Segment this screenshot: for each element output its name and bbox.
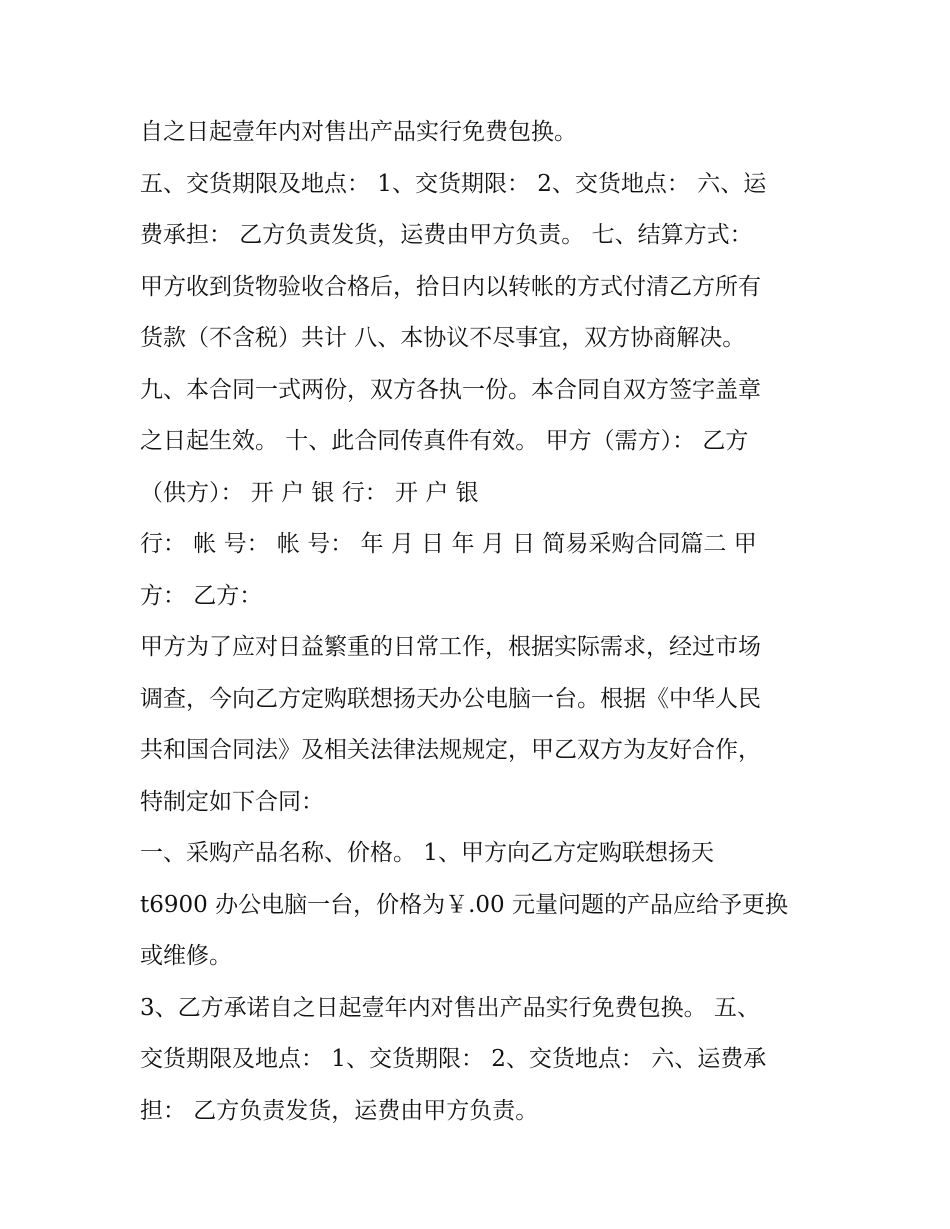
text-line: 交货期限及地点： 1、交货期限： 2、交货地点： 六、运费承	[140, 1046, 767, 1072]
text-line: 方： 乙方：	[140, 582, 263, 609]
text-line: 一、采购产品名称、价格。 1、甲方向乙方定购联想扬天	[140, 840, 714, 866]
text-line: 3、乙方承诺自之日起壹年内对售出产品实行免费包换。 五、	[140, 994, 760, 1021]
text-line: 特制定如下合同：	[140, 788, 324, 815]
text-line: 之日起生效。 十、此合同传真件有效。 甲方（需方）： 乙方	[140, 428, 749, 454]
text-line: t6900 办公电脑一台，价格为￥.00 元量问题的产品应给予更换	[140, 891, 788, 918]
text-line: 担： 乙方负责发货，运费由甲方负责。	[140, 1097, 539, 1124]
text-line: （供方）： 开 户 银 行： 开 户 银	[140, 479, 479, 506]
text-line: 五、交货期限及地点： 1、交货期限： 2、交货地点： 六、运	[140, 170, 767, 197]
document-body	[140, 107, 820, 1137]
text-line: 甲方为了应对日益繁重的日常工作，根据实际需求，经过市场	[140, 634, 761, 660]
text-line: 调查，今向乙方定购联想扬天办公电脑一台。根据《中华人民	[140, 685, 761, 712]
text-line: 或维修。	[140, 943, 232, 969]
text-line: 自之日起壹年内对售出产品实行免费包换。	[140, 119, 577, 145]
text-line: 货款（不含税）共计 八、本协议不尽事宜，双方协商解决。	[140, 325, 746, 351]
text-line: 费承担： 乙方负责发货，运费由甲方负责。 七、结算方式：	[140, 222, 753, 248]
text-line: 行： 帐 号： 帐 号： 年 月 日 年 月 日 简易采购合同篇二 甲	[140, 531, 757, 557]
text-line: 九、本合同一式两份，双方各执一份。本合同自双方签字盖章	[140, 376, 761, 403]
text-line: 共和国合同法》及相关法律法规规定，甲乙双方为友好合作，	[140, 737, 761, 763]
text-line: 甲方收到货物验收合格后，拾日内以转帐的方式付清乙方所有	[140, 273, 761, 300]
